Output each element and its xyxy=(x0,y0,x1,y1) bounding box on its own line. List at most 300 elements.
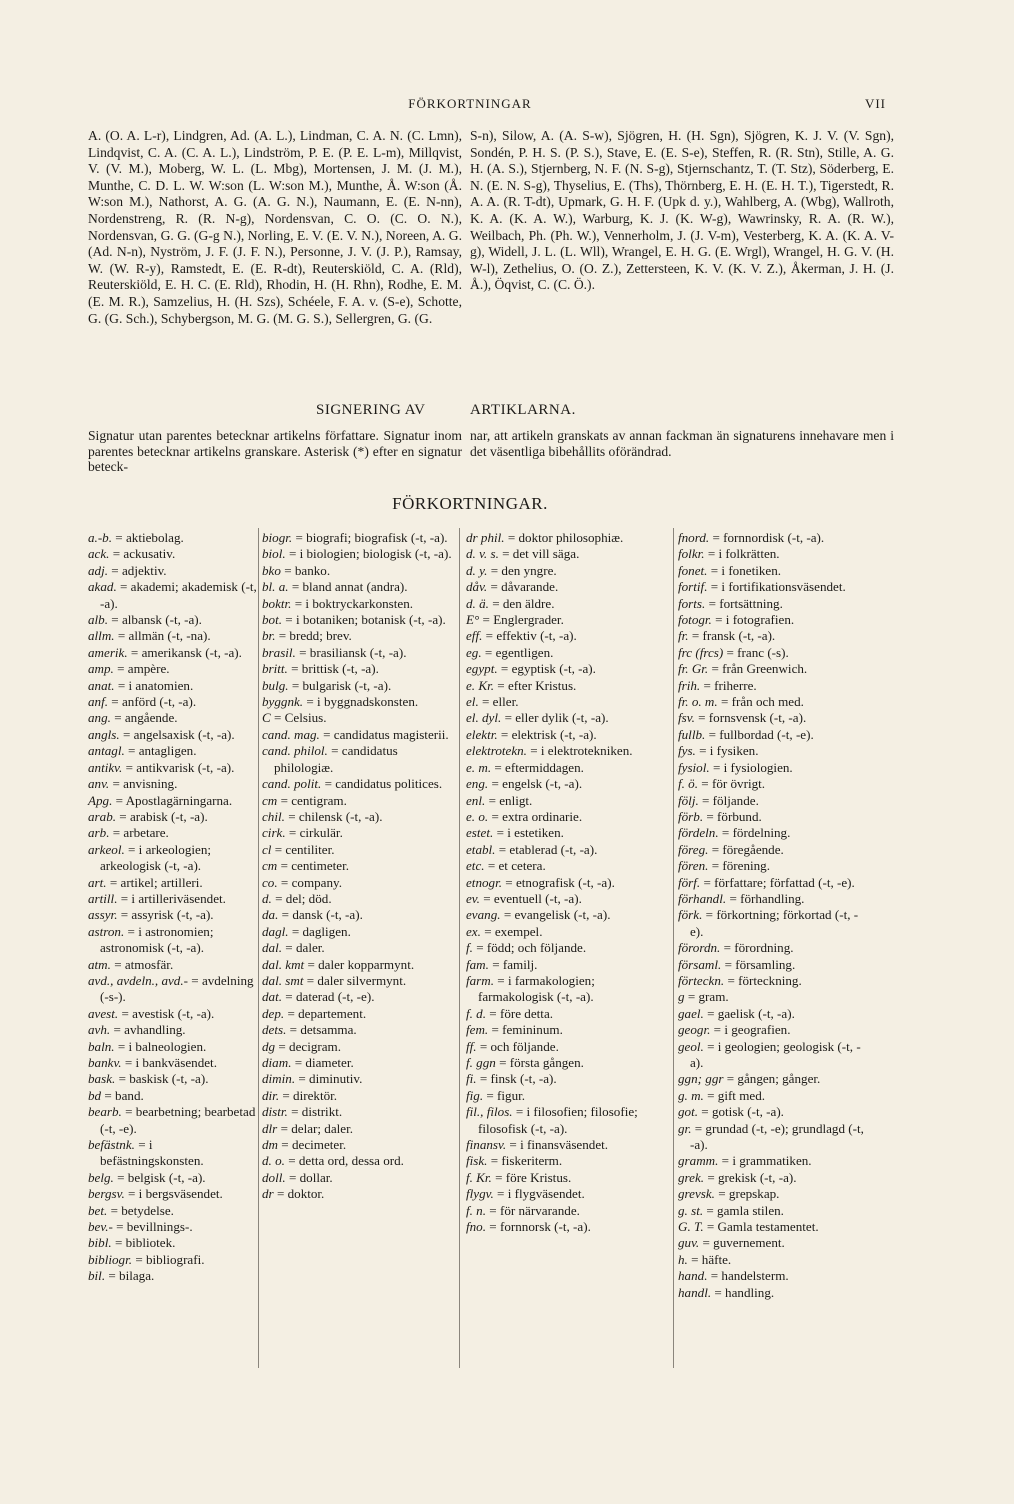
abbreviation-definition: = belgisk (-t, -a). xyxy=(117,1169,206,1185)
abbreviation-entry xyxy=(466,645,672,661)
abbreviation-entry xyxy=(678,596,868,612)
abbreviation-term: fam. xyxy=(466,956,489,972)
abbreviation-term: angls. xyxy=(88,726,120,742)
abbreviation-entry xyxy=(88,1203,258,1219)
abbreviation-term: förf. xyxy=(678,874,701,890)
abbreviation-term: förteckn. xyxy=(678,972,725,988)
abbreviation-term: hand. xyxy=(678,1268,708,1284)
abbreviation-term: bko xyxy=(262,562,281,578)
abbreviation-term: anat. xyxy=(88,677,115,693)
abbreviation-definition: = fornnordisk (-t, -a). xyxy=(712,530,825,545)
abbreviation-term: gr. xyxy=(678,1120,692,1136)
abbreviation-definition: = diameter. xyxy=(294,1055,354,1070)
abbreviation-definition: = gaelisk (-t, -a). xyxy=(707,1005,795,1021)
abbreviation-term: fr. Gr. xyxy=(678,661,709,677)
abbreviation-entry xyxy=(262,628,458,644)
abbreviation-term: folkr. xyxy=(678,546,705,562)
abbreviation-term: biol. xyxy=(262,546,286,562)
abbreviation-definition: = i boktryckarkonsten. xyxy=(294,595,414,611)
abbreviation-entry xyxy=(262,809,458,825)
abbreviation-definition: = dollar. xyxy=(288,1169,333,1185)
abbreviation-term: byggnk. xyxy=(262,694,304,710)
abbreviation-term: bet. xyxy=(88,1202,108,1218)
abbreviation-term: fr. xyxy=(678,628,689,644)
abbreviation-term: f. ö. xyxy=(678,776,699,792)
abbreviation-term: amerik. xyxy=(88,644,128,660)
abbreviation-definition: = i anatomien. xyxy=(117,677,194,693)
abbreviation-entry xyxy=(262,825,458,841)
abbreviation-entry xyxy=(262,596,458,612)
abbreviation-term: förordn. xyxy=(678,940,721,956)
abbreviation-definition: = i geologien; geologisk (-t, -a). xyxy=(690,1038,861,1070)
abbreviation-definition: = från Greenwich. xyxy=(711,661,808,677)
abbreviation-entry xyxy=(262,661,458,677)
abbreviation-term: Apg. xyxy=(88,792,113,808)
abbreviation-term: dlr xyxy=(262,1120,278,1136)
abbreviation-term: ggn; ggr xyxy=(678,1071,724,1087)
abbreviation-term: C xyxy=(262,710,271,726)
abbreviation-term: frc (frcs) xyxy=(678,644,724,660)
abbreviation-definition: = guvernement. xyxy=(702,1235,785,1251)
abbreviation-term: arab. xyxy=(88,808,117,824)
abbreviation-entry xyxy=(466,546,672,562)
abbreviation-entry xyxy=(466,727,672,743)
abbreviation-entry xyxy=(88,1137,258,1170)
abbreviation-term: diam. xyxy=(262,1055,292,1070)
abbreviation-definition: = i fonetiken. xyxy=(710,562,782,578)
abbreviation-definition: = band. xyxy=(104,1087,144,1103)
signing-text-right: nar, att artikeln granskats av annan fackman än signaturens innehavare men i det väsentliga bibehållits oförändrad. xyxy=(470,428,894,459)
abbreviation-entry xyxy=(466,1153,672,1169)
abbreviation-term: fysiol. xyxy=(678,759,710,775)
abbreviation-entry xyxy=(678,1285,868,1301)
abbreviation-term: finansv. xyxy=(466,1137,507,1153)
abbreviation-definition: = bland annat (andra). xyxy=(291,579,408,595)
abbreviation-definition: = Gamla testamentet. xyxy=(706,1219,819,1235)
abbreviation-entry xyxy=(678,546,868,562)
abbreviation-entry xyxy=(678,760,868,776)
abbreviation-term: fys. xyxy=(678,743,696,759)
abbreviation-entry xyxy=(88,1039,258,1055)
abbreviation-term: allm. xyxy=(88,628,115,644)
abbreviation-term: gael. xyxy=(678,1005,704,1021)
abbreviation-term: eg. xyxy=(466,644,482,660)
abbreviation-term: astron. xyxy=(88,923,125,939)
abbreviation-term: f. n. xyxy=(466,1202,487,1218)
abbreviation-term: dal. kmt xyxy=(262,956,305,972)
abbreviation-entry xyxy=(262,1186,458,1202)
abbreviation-term: co. xyxy=(262,874,278,890)
abbreviation-entry xyxy=(88,1186,258,1202)
abbreviation-term: evang. xyxy=(466,907,501,923)
abbreviation-definition: = gamla stilen. xyxy=(706,1202,784,1218)
abbreviation-entry xyxy=(262,957,458,973)
abbreviation-definition: = Englergrader. xyxy=(482,612,564,628)
abbreviation-definition: = daler kopparmynt. xyxy=(307,956,415,972)
abbreviation-entry xyxy=(88,694,258,710)
abbreviation-term: fonet. xyxy=(678,562,708,578)
abbreviation-definition: = banko. xyxy=(284,562,331,578)
abbreviation-entry xyxy=(88,760,258,776)
abbreviation-entry xyxy=(466,1022,672,1038)
abbreviation-entry xyxy=(262,1006,458,1022)
abbreviation-term: el. xyxy=(466,694,479,710)
abbreviation-definition: = enligt. xyxy=(488,792,533,808)
abbreviation-term: fem. xyxy=(466,1022,489,1038)
abbreviation-term: grevsk. xyxy=(678,1186,715,1202)
abbreviation-entry xyxy=(88,645,258,661)
abbreviation-definition: = franc (-s). xyxy=(726,644,789,660)
abbreviation-definition: = fortsättning. xyxy=(708,595,783,611)
abbreviation-term: arb. xyxy=(88,825,110,841)
abbreviation-term: G. T. xyxy=(678,1219,704,1235)
abbreviation-entry xyxy=(466,1170,672,1186)
abbreviation-term: br. xyxy=(262,628,276,644)
abbreviation-term: g. m. xyxy=(678,1087,704,1103)
abbreviation-term: belg. xyxy=(88,1169,114,1185)
abbreviation-definition: = ackusativ. xyxy=(112,546,176,562)
abbreviation-entry xyxy=(466,1186,672,1202)
abbreviation-entry xyxy=(678,1006,868,1022)
abbreviation-definition: = eller dylik (-t, -a). xyxy=(504,710,609,726)
abbreviation-entry xyxy=(88,825,258,841)
abbreviation-entry xyxy=(262,1121,458,1137)
abbreviation-definition: = brasiliansk (-t, -a). xyxy=(299,644,407,660)
abbreviation-entry xyxy=(88,1170,258,1186)
abbreviation-term: enl. xyxy=(466,792,486,808)
column-rule xyxy=(258,528,259,1368)
abbreviation-entry xyxy=(88,907,258,923)
abbreviation-definition: = handling. xyxy=(714,1284,775,1300)
abbreviation-term: gramm. xyxy=(678,1153,719,1169)
abbreviation-entry xyxy=(466,907,672,923)
abbreviation-term: cm xyxy=(262,858,278,874)
abbreviation-definition: = etnografisk (-t, -a). xyxy=(505,874,615,890)
abbreviation-entry xyxy=(88,530,258,546)
abbreviation-definition: = i artilleriväsendet. xyxy=(120,890,226,906)
abbreviation-definition: = assyrisk (-t, -a). xyxy=(120,907,214,923)
abbreviation-entry xyxy=(88,1088,258,1104)
abbreviation-entry xyxy=(88,1071,258,1087)
abbreviation-entry xyxy=(466,957,672,973)
abbreviation-entry xyxy=(466,1137,672,1153)
abbreviation-term: avest. xyxy=(88,1005,119,1021)
abbreviation-entry xyxy=(262,612,458,628)
abbreviation-term: guv. xyxy=(678,1235,700,1251)
abbreviation-definition: = fördelning. xyxy=(721,825,791,841)
abbreviation-definition: = i fysiologien. xyxy=(712,759,793,775)
abbreviation-definition: = första gången. xyxy=(499,1055,584,1070)
abbreviation-definition: = författare; författad (-t, -e). xyxy=(703,874,855,890)
abbreviation-entry xyxy=(88,546,258,562)
abbreviation-term: f. Kr. xyxy=(466,1169,492,1185)
abbreviation-term: dal. smt xyxy=(262,972,304,988)
abbreviation-term: ang. xyxy=(88,710,111,726)
abbreviation-definition: = eller. xyxy=(482,694,519,710)
abbreviation-term: h. xyxy=(678,1251,688,1267)
abbreviation-definition: = ampère. xyxy=(117,661,170,677)
abbreviation-definition: = häfte. xyxy=(691,1251,732,1267)
abbreviation-term: avh. xyxy=(88,1022,111,1038)
abbreviation-definition: = friherre. xyxy=(703,677,757,693)
abbreviation-definition: = candidatus magisterii. xyxy=(323,726,449,742)
abbreviation-definition: = i befästningskonsten. xyxy=(100,1137,204,1169)
abbreviation-term: dm xyxy=(262,1137,279,1153)
abbreviation-term: egypt. xyxy=(466,661,498,677)
abbreviation-term: g. st. xyxy=(678,1202,704,1218)
abbreviation-term: bil. xyxy=(88,1268,106,1284)
page-number: VII xyxy=(864,96,886,111)
abbreviation-definition: = candidatus politices. xyxy=(324,776,443,792)
abbreviation-definition: = engelsk (-t, -a). xyxy=(491,776,583,792)
abbreviation-entry xyxy=(88,727,258,743)
abbreviation-definition: = decigram. xyxy=(278,1038,342,1054)
abbreviation-term: dep. xyxy=(262,1005,285,1021)
abbreviation-entry xyxy=(262,973,458,989)
abbreviation-entry xyxy=(88,1104,258,1137)
abbreviation-term: boktr. xyxy=(262,595,292,611)
abbreviation-definition: = angående. xyxy=(114,710,178,726)
abbreviation-term: atm. xyxy=(88,956,111,972)
abbreviation-definition: = förkortning; förkortad (-t, -e). xyxy=(690,907,859,939)
abbreviation-entry xyxy=(262,579,458,595)
abbreviation-definition: = bibliografi. xyxy=(135,1251,205,1267)
abbreviation-entry xyxy=(678,612,868,628)
abbreviation-definition: = förening. xyxy=(711,858,771,874)
abbreviation-definition: = i bankväsendet. xyxy=(124,1055,217,1070)
abbreviation-definition: = artikel; artilleri. xyxy=(109,874,203,890)
abbreviation-definition: = handelsterm. xyxy=(710,1268,789,1284)
abbreviation-definition: = evangelisk (-t, -a). xyxy=(503,907,611,923)
abbreviation-entry xyxy=(88,612,258,628)
abbreviation-definition: = daler. xyxy=(285,940,325,956)
abbreviation-term: fno. xyxy=(466,1219,487,1235)
abbreviation-term: f. xyxy=(466,940,473,956)
signing-text-left: Signatur utan parentes betecknar artikelns författare. Signatur inom parentes betecknar artikelns granskare. Asterisk (*) efter en signatur beteck- xyxy=(88,428,462,474)
abbreviation-entry xyxy=(262,1039,458,1055)
abbreviation-entry xyxy=(678,563,868,579)
abbreviation-definition: = exempel. xyxy=(484,923,543,939)
abbreviation-term: fördeln. xyxy=(678,825,719,841)
abbreviation-entry xyxy=(678,1235,868,1251)
abbreviation-term: d. o. xyxy=(262,1153,285,1169)
abbreviation-definition: = extra ordinarie. xyxy=(491,808,583,824)
abbreviation-definition: = detsamma. xyxy=(289,1022,357,1038)
abbreviation-definition: = i estetiken. xyxy=(496,825,564,841)
abbreviation-definition: = fornsvensk (-t, -a). xyxy=(698,710,807,726)
abbreviation-definition: = i farmakologien; farmakologisk (-t, -a). xyxy=(478,972,595,1005)
abbreviation-definition: = diminutiv. xyxy=(298,1071,363,1087)
abbreviation-definition: = angelsaxisk (-t, -a). xyxy=(122,726,235,742)
abbreviation-term: förhandl. xyxy=(678,890,727,906)
abbreviation-definition: = för närvarande. xyxy=(489,1202,580,1218)
abbreviation-definition: = et cetera. xyxy=(487,858,546,874)
abbreviation-definition: = egentligen. xyxy=(484,644,554,660)
abbreviation-term: artill. xyxy=(88,890,118,906)
abbreviation-definition: = förteckning. xyxy=(727,972,802,988)
abbreviation-definition: = i biologien; biologisk (-t, -a). xyxy=(288,546,452,562)
abbreviation-term: farm. xyxy=(466,972,495,988)
abbreviation-term: dir. xyxy=(262,1087,280,1103)
abbreviation-term: bergsv. xyxy=(88,1186,125,1202)
abbreviation-definition: = candidatus philologiæ. xyxy=(274,743,398,775)
abbreviation-term: chil. xyxy=(262,808,285,824)
abbreviation-definition: = i arkeologien; arkeologisk (-t, -a). xyxy=(100,841,212,874)
abbreviation-definition: = i geografien. xyxy=(713,1022,791,1038)
abbreviation-entry xyxy=(88,924,258,957)
abbreviation-entry xyxy=(88,563,258,579)
abbreviation-term: biogr. xyxy=(262,530,293,545)
abbreviation-entry xyxy=(678,907,868,940)
abbreviation-term: förk. xyxy=(678,907,703,923)
abbreviation-definition: = i balneologien. xyxy=(117,1038,207,1054)
abbreviation-entry xyxy=(262,793,458,809)
abbreviation-term: grek. xyxy=(678,1169,705,1185)
abbreviation-definition: = familj. xyxy=(492,956,538,972)
abbreviation-definition: = i astronomien; astronomisk (-t, -a). xyxy=(100,923,214,956)
signature-list-left: A. (O. A. L-r), Lindgren, Ad. (A. L.), Lindman, C. A. N. (C. Lmn), Lindqvist, C. A. (C. A. L.), Lindström, P. E. (P. E. L-m), Millqvist, V. (V. M.), Moberg, W. L. (L. Mbg), Mortensen, J. M. (J. M.), Munthe, C. D. L. W. W:son (L. W:son M.), Munthe, Å. W:son (Å. W:son M.), Nathorst, A. G. (A. G. N.), Naumann, E. (E. N-nn), Nordenstreng, R. (R. N-g), Nordensvan, C. O. (C. O. N.), Nordensvan, G. G. (G-g N.), Norling, E. V. (E. V. N.), Noreen, A. G. (Ad. N-n), Nyström, J. F. (J. F. N.), Personne, J. V. (J. P.), Ramsay, W. (W. R-y), Ramstedt, E. (E. R-dt), Reuterskiöld, C. A. (Rld), Reuterskiöld, E. H. C. (E. Rld), Rhodin, H. (H. Rhn), Rodhe, E. M. (E. M. R.), Samzelius, H. (H. Szs), Schéele, F. A. v. (S-e), Schotte, G. (G. Sch.), Schybergson, M. G. (M. G. S.), Sellergren, G. (G. xyxy=(88,128,462,326)
abbreviation-entry xyxy=(88,1268,258,1284)
abbreviation-entry xyxy=(466,1006,672,1022)
abbreviation-definition: = brittisk (-t, -a). xyxy=(291,661,379,677)
abbreviation-definition: = egyptisk (-t, -a). xyxy=(500,661,596,677)
abbreviation-definition: = decimeter. xyxy=(281,1137,347,1153)
abbreviation-entry xyxy=(262,678,458,694)
abbreviation-column-1 xyxy=(88,530,258,1285)
abbreviation-entry xyxy=(678,809,868,825)
abbreviation-term: dåv. xyxy=(466,579,488,595)
abbreviation-term: E° xyxy=(466,612,480,628)
abbreviation-entry xyxy=(262,1055,458,1071)
abbreviation-term: bask. xyxy=(88,1071,116,1087)
abbreviation-entry xyxy=(262,891,458,907)
abbreviation-term: eff. xyxy=(466,628,483,644)
abbreviation-term: etc. xyxy=(466,858,485,874)
abbreviation-entry xyxy=(466,825,672,841)
abbreviation-entry xyxy=(262,858,458,874)
abbreviation-definition: = distrikt. xyxy=(291,1104,343,1120)
abbreviation-term: bibliogr. xyxy=(88,1251,133,1267)
abbreviation-term: distr. xyxy=(262,1104,288,1120)
abbreviation-entry xyxy=(466,612,672,628)
abbreviation-entry xyxy=(466,596,672,612)
abbreviation-definition: = biografi; biografisk (-t, -a). xyxy=(295,530,448,545)
abbreviation-definition: = Apostlagärningarna. xyxy=(115,792,233,808)
abbreviation-definition: = i folkrätten. xyxy=(707,546,780,562)
abbreviation-definition: = från och med. xyxy=(720,694,804,710)
abbreviation-entry xyxy=(466,563,672,579)
abbreviation-entry xyxy=(262,530,458,546)
abbreviation-term: dr xyxy=(262,1186,274,1202)
abbreviation-entry xyxy=(466,678,672,694)
abbreviation-definition: = dansk (-t, -a). xyxy=(281,907,363,923)
abbreviation-term: frih. xyxy=(678,677,701,693)
abbreviation-entry xyxy=(466,579,672,595)
abbreviation-definition: = avhandling. xyxy=(113,1022,186,1038)
abbreviation-term: d. y. xyxy=(466,562,488,578)
abbreviation-term: cand. mag. xyxy=(262,726,320,742)
abbreviation-entry xyxy=(678,1088,868,1104)
abbreviation-definition: = avestisk (-t, -a). xyxy=(121,1005,215,1021)
abbreviation-entry xyxy=(262,1104,458,1120)
abbreviation-term: doll. xyxy=(262,1169,286,1185)
abbreviation-term: elektrotekn. xyxy=(466,743,527,759)
abbreviation-entry xyxy=(466,793,672,809)
abbreviation-definition: = i flygväsendet. xyxy=(497,1186,585,1202)
abbreviation-entry xyxy=(678,875,868,891)
abbreviation-entry xyxy=(88,875,258,891)
abbreviation-definition: = figur. xyxy=(486,1087,526,1103)
abbreviation-definition: = betydelse. xyxy=(110,1202,174,1218)
abbreviation-term: e. o. xyxy=(466,808,489,824)
abbreviation-term: cl xyxy=(262,841,272,857)
abbreviation-entry xyxy=(262,694,458,710)
abbreviation-entry xyxy=(678,1104,868,1120)
abbreviations-heading: FÖRKORTNINGAR. xyxy=(392,494,548,513)
abbreviation-term: ev. xyxy=(466,890,480,906)
column-rule xyxy=(673,528,674,1368)
abbreviation-definition: = amerikansk (-t, -a). xyxy=(130,644,242,660)
abbreviation-definition: = följande. xyxy=(702,792,759,808)
abbreviation-definition: = fornnorsk (-t, -a). xyxy=(489,1219,591,1235)
abbreviation-definition: = församling. xyxy=(724,956,796,972)
abbreviation-column-3 xyxy=(466,530,672,1235)
abbreviation-term: bankv. xyxy=(88,1055,122,1070)
abbreviation-entry xyxy=(88,579,258,612)
abbreviation-entry xyxy=(262,645,458,661)
abbreviation-term: ff. xyxy=(466,1038,477,1054)
abbreviation-term: anv. xyxy=(88,776,110,792)
abbreviation-entry xyxy=(262,907,458,923)
abbreviation-definition: = i fysiken. xyxy=(699,743,759,759)
abbreviation-definition: = anförd (-t, -a). xyxy=(111,694,197,710)
abbreviation-term: a.-b. xyxy=(88,530,113,545)
abbreviation-entry xyxy=(678,1268,868,1284)
abbreviation-entry xyxy=(678,628,868,644)
abbreviation-entry xyxy=(262,1071,458,1087)
abbreviation-definition: = femininum. xyxy=(491,1022,563,1038)
abbreviation-definition: = effektiv (-t, -a). xyxy=(485,628,577,644)
abbreviation-term: fisk. xyxy=(466,1153,488,1169)
abbreviation-definition: = föregående. xyxy=(711,841,784,857)
abbreviation-entry xyxy=(466,530,672,546)
abbreviation-term: fr. o. m. xyxy=(678,694,718,710)
abbreviation-entry xyxy=(262,710,458,726)
abbreviation-definition: = fransk (-t, -a). xyxy=(691,628,776,644)
abbreviation-term: d. xyxy=(262,890,272,906)
abbreviation-entry xyxy=(466,710,672,726)
abbreviation-term: fsv. xyxy=(678,710,695,726)
abbreviation-definition: = bulgarisk (-t, -a). xyxy=(291,677,392,693)
abbreviation-definition: = eftermiddagen. xyxy=(494,759,584,775)
abbreviation-definition: = bilaga. xyxy=(108,1268,155,1284)
abbreviation-term: fig. xyxy=(466,1087,484,1103)
abbreviation-definition: = efter Kristus. xyxy=(497,677,577,693)
abbreviation-definition: = det vill säga. xyxy=(502,546,580,562)
abbreviation-entry xyxy=(678,842,868,858)
abbreviation-entry xyxy=(262,842,458,858)
abbreviation-term: dal. xyxy=(262,940,283,956)
abbreviation-term: d. ä. xyxy=(466,595,489,611)
abbreviation-term: e. Kr. xyxy=(466,677,495,693)
abbreviation-entry xyxy=(678,940,868,956)
abbreviation-entry xyxy=(262,924,458,940)
abbreviation-definition: = doktor philosophiæ. xyxy=(507,530,624,545)
abbreviation-definition: = del; död. xyxy=(275,890,332,906)
abbreviation-entry xyxy=(678,710,868,726)
abbreviation-entry xyxy=(262,940,458,956)
abbreviation-term: dimin. xyxy=(262,1071,296,1087)
